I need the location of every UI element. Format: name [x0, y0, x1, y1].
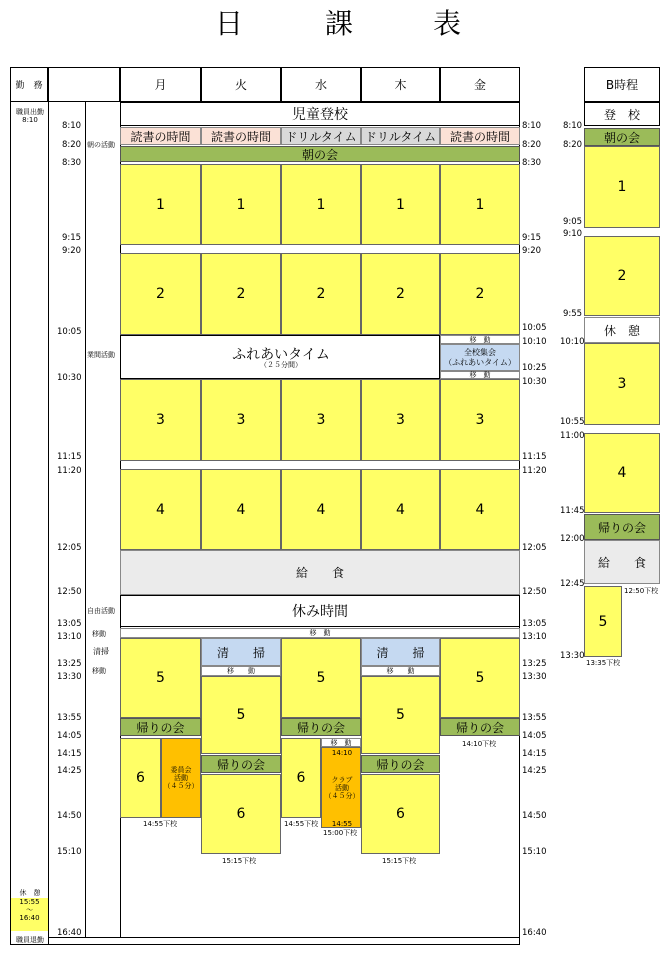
time-1415: 14:15: [57, 749, 82, 759]
dismiss-thu: 15:15下校: [382, 857, 417, 865]
staff-arrive-text: 職員出勤: [16, 108, 44, 116]
b-time-1145: 11:45: [560, 506, 585, 516]
rtime-1305: 13:05: [522, 619, 547, 629]
period1-mon: 1: [120, 164, 201, 245]
left-divider: [48, 102, 49, 945]
time-1005: 10:05: [57, 327, 82, 337]
period5-tue: 5: [201, 676, 281, 754]
dismiss-tue: 15:15下校: [222, 857, 257, 865]
b-time-0905: 9:05: [563, 217, 583, 227]
move-thu: 移 動: [361, 666, 440, 676]
time-1510: 15:10: [57, 847, 82, 857]
time-divider: [85, 102, 86, 937]
rtime-1250: 12:50: [522, 587, 547, 597]
break-row: 休み時間: [120, 595, 520, 627]
period2-wed: 2: [281, 253, 361, 335]
time-1330: 13:30: [57, 672, 82, 682]
time-1425: 14:25: [57, 766, 82, 776]
rtime-0830: 8:30: [522, 158, 542, 168]
time-0810: 8:10: [62, 121, 82, 131]
b-rest: 休 憩: [584, 317, 660, 343]
b-header-label: B時程: [605, 78, 639, 92]
cleaning-tue: 清 掃: [201, 638, 281, 666]
time-1205: 12:05: [57, 543, 82, 553]
b-header: [584, 67, 660, 102]
move-label-2: 移動: [92, 667, 106, 675]
b-time-0955: 9:55: [563, 309, 583, 319]
period2-fri: 2: [440, 253, 520, 335]
period2-mon: 2: [120, 253, 201, 335]
rtime-1310: 13:10: [522, 632, 547, 642]
b-time-1330: 13:30: [560, 651, 585, 661]
fureai-duration: （２５分間）: [260, 361, 302, 369]
b-time-0910: 9:10: [563, 229, 583, 239]
b-lunch: 給 食: [584, 540, 660, 584]
assembly-fri: [440, 344, 520, 371]
drill-wed: ドリルタイム: [281, 127, 361, 145]
b-period3: 3: [584, 343, 660, 425]
yomi-activity-label: 業間活動: [87, 351, 115, 359]
period5-mon: 5: [120, 638, 201, 718]
period6-thu: 6: [361, 774, 440, 854]
time-1325: 13:25: [57, 659, 82, 669]
club-wed: [321, 747, 361, 828]
assembly-label: 全校集会: [464, 347, 496, 357]
time-1305: 13:05: [57, 619, 82, 629]
b-time-0810: 8:10: [563, 121, 583, 131]
rtime-1510: 15:10: [522, 847, 547, 857]
period3-thu: 3: [361, 379, 440, 461]
rtime-1640: 16:40: [522, 928, 547, 938]
b-time-1055: 10:55: [560, 417, 585, 427]
rtime-0810: 8:10: [522, 121, 542, 131]
rtime-1005: 10:05: [522, 323, 547, 333]
reading-tue: 読書の時間: [201, 127, 281, 145]
move-fri-2: 移 動: [440, 371, 520, 379]
lunch-row: 給 食: [120, 550, 520, 595]
time-1640: 16:40: [57, 928, 82, 938]
reading-mon: 読書の時間: [120, 127, 201, 145]
time-0915: 9:15: [62, 233, 82, 243]
period5-wed: 5: [281, 638, 361, 718]
dismiss-fri: 14:10下校: [462, 740, 497, 748]
homeroom-mon: 帰りの会: [120, 718, 201, 736]
move-label-1: 移動: [92, 630, 106, 638]
rtime-1425: 14:25: [522, 766, 547, 776]
header-wed: 水: [281, 67, 361, 102]
title-char-1: 日: [215, 7, 244, 40]
rtime-0915: 9:15: [522, 233, 542, 243]
rtime-1025: 10:25: [522, 363, 547, 373]
dismiss-wed-1: 14:55下校: [284, 820, 319, 828]
rtime-1115: 11:15: [522, 452, 547, 462]
rtime-1010: 10:10: [522, 337, 547, 347]
fureai-time: [120, 335, 440, 379]
drill-thu: ドリルタイム: [361, 127, 440, 145]
b-period1: 1: [584, 146, 660, 228]
rest-time: 15:55 〜 16:40: [11, 898, 48, 931]
b-period5: 5: [584, 586, 622, 657]
b-time-1100: 11:00: [560, 431, 585, 441]
rtime-1120: 11:20: [522, 466, 547, 476]
rtime-1325: 13:25: [522, 659, 547, 669]
committee-mon: 委員会 活動 （４５分）: [161, 738, 201, 818]
period4-wed: 4: [281, 469, 361, 550]
period1-wed: 1: [281, 164, 361, 245]
time-1030: 10:30: [57, 373, 82, 383]
period2-thu: 2: [361, 253, 440, 335]
time-1355: 13:55: [57, 713, 82, 723]
fureai-label: ふれあいタイム: [232, 347, 330, 363]
period3-tue: 3: [201, 379, 281, 461]
period1-tue: 1: [201, 164, 281, 245]
dismiss-mon: 14:55下校: [143, 820, 178, 828]
cleaning-thu: 清 掃: [361, 638, 440, 666]
title-char-3: 表: [433, 7, 462, 40]
time-0820: 8:20: [62, 140, 82, 150]
time-1310: 13:10: [57, 632, 82, 642]
club-label: クラブ 活動 （４５分）: [324, 776, 360, 800]
move-wed: 移 動: [321, 738, 361, 747]
period4-tue: 4: [201, 469, 281, 550]
staff-arrive-time: 8:10: [22, 116, 38, 124]
period4-fri: 4: [440, 469, 520, 550]
b-dismiss-1335: 13:35下校: [586, 659, 621, 667]
arrival-row: 児童登校: [120, 102, 520, 126]
time-1120: 11:20: [57, 466, 82, 476]
reading-fri: 読書の時間: [440, 127, 520, 145]
header-fri: 金: [440, 67, 520, 102]
club-start: 14:10: [331, 749, 353, 757]
b-time-1200: 12:00: [560, 534, 585, 544]
header-tue: 火: [201, 67, 281, 102]
period1-fri: 1: [440, 164, 520, 245]
b-dismiss-1250: 12:50下校: [624, 587, 659, 595]
b-time-0820: 8:20: [563, 140, 583, 150]
rtime-1405: 14:05: [522, 731, 547, 741]
time-1405: 14:05: [57, 731, 82, 741]
rtime-1355: 13:55: [522, 713, 547, 723]
rtime-0820: 8:20: [522, 140, 542, 150]
header-duty: 勤 務: [10, 67, 48, 102]
b-homeroom: 帰りの会: [584, 514, 660, 540]
rtime-0920: 9:20: [522, 246, 542, 256]
b-time-1245: 12:45: [560, 579, 585, 589]
b-period2: 2: [584, 236, 660, 316]
period1-thu: 1: [361, 164, 440, 245]
b-time-1010: 10:10: [560, 337, 585, 347]
period6-tue: 6: [201, 774, 281, 854]
dismiss-wed-2: 15:00下校: [323, 829, 358, 837]
period3-wed: 3: [281, 379, 361, 461]
period6-wed: 6: [281, 738, 321, 818]
period3-mon: 3: [120, 379, 201, 461]
homeroom-fri: 帰りの会: [440, 718, 520, 736]
free-activity-label: 自由活動: [87, 607, 115, 615]
move-fri-1: 移 動: [440, 335, 520, 344]
move-row: 移 動: [120, 628, 520, 638]
bottom-line: [48, 937, 520, 938]
rtime-1415: 14:15: [522, 749, 547, 759]
move-tue: 移 動: [201, 666, 281, 676]
cleaning-label: 清掃: [93, 647, 109, 656]
period3-fri: 3: [440, 379, 520, 461]
staff-leave-label: 職員退勤: [16, 936, 44, 944]
club-end: 14:55: [331, 820, 353, 828]
morning-activity-label: 朝の活動: [87, 141, 115, 149]
rtime-1205: 12:05: [522, 543, 547, 553]
title-char-2: 課: [325, 7, 354, 40]
homeroom-thu: 帰りの会: [361, 755, 440, 773]
time-1250: 12:50: [57, 587, 82, 597]
b-morning: 朝の会: [584, 128, 660, 146]
b-period4: 4: [584, 433, 660, 513]
rtime-1330: 13:30: [522, 672, 547, 682]
header-mon: 月: [120, 67, 201, 102]
homeroom-tue: 帰りの会: [201, 755, 281, 773]
rest-label: 休 憩: [19, 889, 41, 897]
time-1450: 14:50: [57, 811, 82, 821]
header-blank: [48, 67, 120, 102]
morning-meeting-row: 朝の会: [120, 146, 520, 162]
b-arrival: 登 校: [584, 102, 660, 126]
rtime-1030: 10:30: [522, 377, 547, 387]
assembly-sub: （ふれあいタイム）: [444, 357, 516, 367]
staff-arrive-label: [12, 108, 48, 124]
header-thu: 木: [361, 67, 440, 102]
period2-tue: 2: [201, 253, 281, 335]
rtime-1450: 14:50: [522, 811, 547, 821]
period5-fri: 5: [440, 638, 520, 718]
homeroom-wed: 帰りの会: [281, 718, 361, 736]
period6-mon: 6: [120, 738, 161, 818]
time-0830: 8:30: [62, 158, 82, 168]
period4-mon: 4: [120, 469, 201, 550]
period5-thu: 5: [361, 676, 440, 754]
time-0920: 9:20: [62, 246, 82, 256]
time-1115: 11:15: [57, 452, 82, 462]
period4-thu: 4: [361, 469, 440, 550]
